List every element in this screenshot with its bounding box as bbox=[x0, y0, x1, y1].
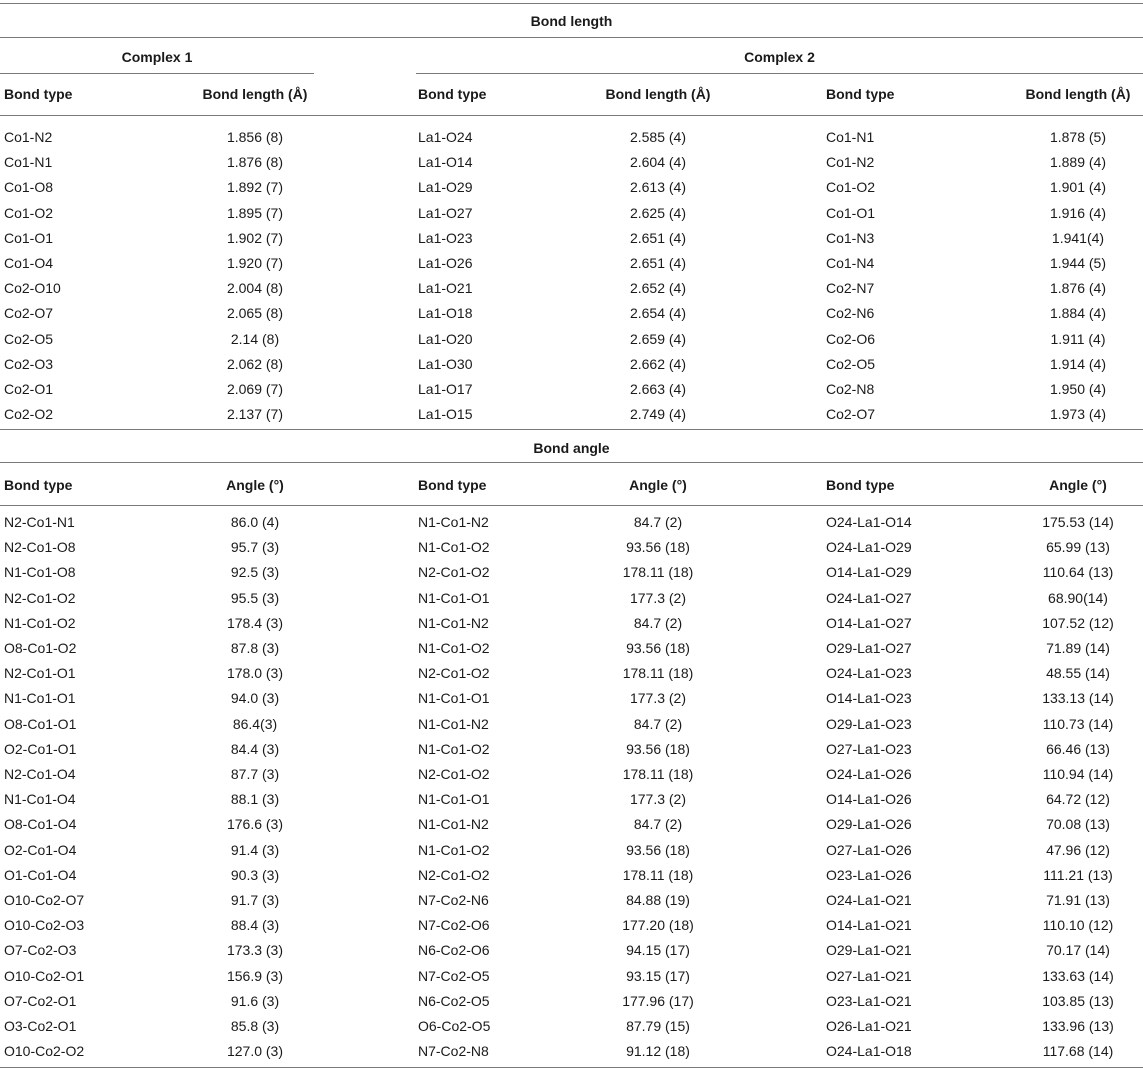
bond-angle-cell-bond-type: N7-Co2-N8 bbox=[418, 1043, 489, 1060]
bond-angle-cell-bond-type: N1-Co1-O4 bbox=[4, 791, 76, 808]
bond-length-cell-value: 2.14 (8) bbox=[230, 330, 280, 347]
bond-length-cell-value: 1.895 (7) bbox=[226, 204, 284, 221]
bond-length-cell-value: 2.069 (7) bbox=[226, 381, 284, 397]
bond-length-cell-value: 2.651 (4) bbox=[629, 255, 687, 271]
bond-angle-cell-value: 91.6 (3) bbox=[230, 992, 280, 1009]
bond-angle-cell-bond-type: O27-La1-O26 bbox=[826, 841, 912, 858]
bond-angle-cell-bond-type: O14-La1-O29 bbox=[826, 564, 912, 581]
bond-angle-cell-value: 87.7 (3) bbox=[230, 766, 280, 782]
bond-length-cell-bond-type: Co1-O8 bbox=[4, 179, 54, 196]
bond-angle-cell-value: 84.7 (2) bbox=[633, 715, 683, 732]
bond-length-header-rule bbox=[0, 115, 1143, 116]
bond-length-cell-value: 1.884 (4) bbox=[1049, 305, 1107, 322]
bond-angle-cell-value: 70.17 (14) bbox=[1046, 942, 1110, 959]
bond-length-cell-bond-type: Co1-N2 bbox=[4, 129, 53, 145]
bond-angle-cell-bond-type: O29-La1-O23 bbox=[826, 715, 912, 732]
bond-angle-cell-bond-type: N2-Co1-O2 bbox=[418, 665, 490, 682]
bond-length-cell-value: 1.876 (8) bbox=[226, 154, 284, 171]
bond-angle-cell-value: 91.12 (18) bbox=[626, 1043, 690, 1060]
bond-length-cell-bond-type: La1-O30 bbox=[418, 355, 473, 372]
bond-length-end-rule bbox=[0, 429, 1143, 430]
bond-length-cell-bond-type: La1-O14 bbox=[418, 154, 473, 171]
bond-angle-cell-bond-type: N6-Co2-O6 bbox=[418, 942, 490, 959]
bond-length-cell-value: 1.889 (4) bbox=[1049, 154, 1107, 171]
bond-angle-cell-bond-type: O7-Co2-O3 bbox=[4, 942, 77, 959]
bond-angle-header-value-0: Angle (°) bbox=[226, 477, 284, 493]
bond-length-cell-bond-type: Co2-O7 bbox=[826, 406, 876, 423]
bond-length-cell-bond-type: La1-O17 bbox=[418, 381, 473, 397]
bond-angle-cell-value: 117.68 (14) bbox=[1042, 1043, 1114, 1060]
bond-angle-cell-bond-type: O14-La1-O27 bbox=[826, 614, 912, 631]
bond-length-cell-bond-type: Co2-O2 bbox=[4, 406, 54, 423]
bond-angle-cell-bond-type: O26-La1-O21 bbox=[826, 1018, 912, 1034]
bond-angle-cell-bond-type: N2-Co1-N1 bbox=[4, 514, 75, 530]
bond-angle-cell-bond-type: N2-Co1-O2 bbox=[418, 766, 490, 782]
bond-angle-cell-bond-type: N1-Co1-O1 bbox=[418, 791, 490, 808]
bond-angle-cell-bond-type: N2-Co1-O2 bbox=[4, 589, 76, 606]
bond-length-cell-bond-type: Co1-O2 bbox=[4, 204, 54, 221]
bond-angle-cell-value: 110.10 (12) bbox=[1042, 917, 1114, 934]
bond-angle-header-rule bbox=[0, 505, 1143, 506]
bond-angle-cell-value: 95.5 (3) bbox=[230, 589, 280, 606]
bond-angle-cell-bond-type: O14-La1-O21 bbox=[826, 917, 912, 934]
bond-length-cell-value: 2.604 (4) bbox=[629, 154, 687, 171]
bond-angle-cell-value: 91.7 (3) bbox=[230, 892, 280, 908]
bond-angle-cell-bond-type: N7-Co2-O5 bbox=[418, 967, 490, 984]
bond-angle-cell-bond-type: O14-La1-O23 bbox=[826, 690, 912, 707]
bond-angle-cell-value: 85.8 (3) bbox=[230, 1018, 280, 1034]
bond-length-title-rule bbox=[0, 37, 1143, 38]
bond-angle-cell-bond-type: O10-Co2-O7 bbox=[4, 892, 85, 908]
bond-angle-cell-bond-type: O8-Co1-O2 bbox=[4, 640, 77, 656]
bond-angle-cell-value: 87.79 (15) bbox=[626, 1018, 690, 1034]
bond-length-cell-bond-type: Co1-O4 bbox=[4, 255, 54, 271]
bond-length-cell-bond-type: Co2-O7 bbox=[4, 305, 54, 322]
bond-length-cell-value: 2.651 (4) bbox=[629, 229, 687, 246]
bond-length-cell-bond-type: Co1-O1 bbox=[826, 204, 876, 221]
bond-angle-cell-value: 86.0 (4) bbox=[230, 514, 280, 530]
bond-angle-cell-bond-type: N2-Co1-O2 bbox=[418, 866, 490, 883]
bond-angle-cell-value: 110.94 (14) bbox=[1042, 766, 1114, 782]
bond-angle-cell-bond-type: N1-Co1-O1 bbox=[418, 589, 490, 606]
bond-length-cell-bond-type: Co2-N8 bbox=[826, 381, 875, 397]
top-rule bbox=[0, 3, 1143, 4]
bond-angle-cell-value: 91.4 (3) bbox=[230, 841, 280, 858]
bond-angle-cell-bond-type: O24-La1-O21 bbox=[826, 892, 912, 908]
bond-length-cell-value: 1.944 (5) bbox=[1049, 255, 1107, 271]
bond-length-cell-bond-type: Co1-N1 bbox=[826, 129, 875, 145]
bond-length-cell-bond-type: Co1-N3 bbox=[826, 229, 875, 246]
bond-angle-cell-value: 178.4 (3) bbox=[226, 614, 284, 631]
bond-angle-cell-value: 94.15 (17) bbox=[626, 942, 690, 959]
bond-angle-cell-bond-type: N2-Co1-O1 bbox=[4, 665, 76, 682]
bond-angle-cell-value: 177.3 (2) bbox=[629, 690, 687, 707]
bond-angle-cell-value: 178.11 (18) bbox=[622, 866, 694, 883]
bond-angle-cell-bond-type: O8-Co1-O1 bbox=[4, 715, 77, 732]
bond-angle-cell-value: 93.15 (17) bbox=[626, 967, 690, 984]
bond-angle-header-bond-type-0: Bond type bbox=[4, 477, 73, 493]
bond-length-header-value-2: Bond length (Å) bbox=[1025, 86, 1131, 102]
bond-angle-cell-value: 178.11 (18) bbox=[622, 665, 694, 682]
bond-angle-cell-value: 93.56 (18) bbox=[626, 740, 690, 757]
bond-length-cell-bond-type: Co1-O1 bbox=[4, 229, 54, 246]
bond-angle-cell-bond-type: O6-Co2-O5 bbox=[418, 1018, 491, 1034]
bond-length-cell-bond-type: Co1-N1 bbox=[4, 154, 53, 171]
bond-angle-cell-value: 86.4(3) bbox=[232, 715, 278, 732]
bond-length-cell-bond-type: Co2-O10 bbox=[4, 280, 61, 297]
bond-length-cell-bond-type: Co2-N7 bbox=[826, 280, 875, 297]
bond-length-cell-value: 2.663 (4) bbox=[629, 381, 687, 397]
bond-length-cell-value: 2.585 (4) bbox=[629, 129, 687, 145]
bond-angle-cell-value: 107.52 (12) bbox=[1042, 614, 1114, 631]
bond-length-title: Bond length bbox=[530, 13, 613, 29]
bond-length-cell-value: 2.137 (7) bbox=[226, 406, 284, 423]
complex1-label: Complex 1 bbox=[121, 49, 193, 65]
bond-length-cell-value: 2.654 (4) bbox=[629, 305, 687, 322]
bond-angle-cell-bond-type: N1-Co1-O1 bbox=[418, 690, 490, 707]
bond-angle-cell-value: 84.7 (2) bbox=[633, 514, 683, 530]
bond-angle-cell-value: 84.88 (19) bbox=[626, 892, 690, 908]
bond-length-cell-value: 2.749 (4) bbox=[629, 406, 687, 423]
bond-angle-cell-value: 111.21 (13) bbox=[1043, 866, 1113, 883]
bond-length-cell-bond-type: La1-O21 bbox=[418, 280, 473, 297]
bond-angle-cell-bond-type: N1-Co1-N2 bbox=[418, 715, 489, 732]
bond-angle-cell-value: 95.7 (3) bbox=[230, 539, 280, 556]
bond-length-cell-value: 1.876 (4) bbox=[1049, 280, 1107, 297]
bond-angle-cell-bond-type: O3-Co2-O1 bbox=[4, 1018, 77, 1034]
bond-angle-cell-bond-type: O8-Co1-O4 bbox=[4, 816, 77, 833]
bond-angle-cell-bond-type: N7-Co2-N6 bbox=[418, 892, 489, 908]
bond-angle-cell-bond-type: O29-La1-O26 bbox=[826, 816, 912, 833]
bond-angle-cell-bond-type: O24-La1-O14 bbox=[826, 514, 912, 530]
bond-angle-cell-value: 93.56 (18) bbox=[626, 539, 690, 556]
bond-length-cell-bond-type: La1-O18 bbox=[418, 305, 473, 322]
bond-angle-cell-value: 110.73 (14) bbox=[1042, 715, 1114, 732]
bond-angle-cell-bond-type: N1-Co1-N2 bbox=[418, 614, 489, 631]
bond-angle-cell-value: 93.56 (18) bbox=[626, 841, 690, 858]
bond-angle-cell-value: 175.53 (14) bbox=[1042, 514, 1114, 530]
bond-angle-cell-value: 64.72 (12) bbox=[1046, 791, 1110, 808]
bond-angle-cell-bond-type: N2-Co1-O4 bbox=[4, 766, 76, 782]
bond-length-cell-bond-type: La1-O27 bbox=[418, 204, 473, 221]
bond-angle-cell-value: 71.91 (13) bbox=[1046, 892, 1110, 908]
bond-angle-cell-value: 110.64 (13) bbox=[1042, 564, 1114, 581]
bond-length-cell-value: 1.856 (8) bbox=[226, 129, 284, 145]
bond-angle-cell-value: 48.55 (14) bbox=[1046, 665, 1110, 682]
bond-angle-title: Bond angle bbox=[533, 440, 610, 456]
bond-angle-cell-value: 103.85 (13) bbox=[1042, 992, 1114, 1009]
bond-angle-cell-bond-type: O23-La1-O26 bbox=[826, 866, 912, 883]
bond-angle-cell-bond-type: O29-La1-O27 bbox=[826, 640, 912, 656]
bond-angle-cell-value: 84.4 (3) bbox=[230, 740, 280, 757]
bond-angle-cell-bond-type: O29-La1-O21 bbox=[826, 942, 912, 959]
bond-angle-cell-value: 88.1 (3) bbox=[230, 791, 280, 808]
bond-angle-cell-bond-type: O24-La1-O27 bbox=[826, 589, 912, 606]
bond-angle-title-rule bbox=[0, 462, 1143, 463]
bond-angle-cell-bond-type: O2-Co1-O1 bbox=[4, 740, 77, 757]
bond-length-cell-value: 2.062 (8) bbox=[226, 355, 284, 372]
bond-length-cell-value: 1.878 (5) bbox=[1049, 129, 1107, 145]
bond-angle-cell-value: 173.3 (3) bbox=[226, 942, 284, 959]
bond-angle-cell-bond-type: N2-Co1-O2 bbox=[418, 564, 490, 581]
bond-length-header-bond-type-1: Bond type bbox=[418, 86, 487, 102]
bond-angle-cell-bond-type: N1-Co1-O1 bbox=[4, 690, 76, 707]
bond-length-cell-value: 2.004 (8) bbox=[226, 280, 284, 297]
bond-length-cell-bond-type: Co2-O3 bbox=[4, 355, 54, 372]
bond-length-header-value-0: Bond length (Å) bbox=[202, 86, 308, 102]
bond-angle-cell-value: 177.96 (17) bbox=[622, 992, 694, 1009]
bond-length-cell-value: 2.625 (4) bbox=[629, 204, 687, 221]
bond-length-cell-value: 2.652 (4) bbox=[629, 280, 687, 297]
bond-length-cell-bond-type: Co1-O2 bbox=[826, 179, 876, 196]
bond-angle-cell-value: 66.46 (13) bbox=[1046, 740, 1110, 757]
bond-angle-cell-value: 178.11 (18) bbox=[622, 564, 694, 581]
bond-angle-cell-value: 94.0 (3) bbox=[230, 690, 280, 707]
bond-length-cell-bond-type: La1-O26 bbox=[418, 255, 473, 271]
bond-angle-cell-value: 178.0 (3) bbox=[226, 665, 284, 682]
bond-length-cell-value: 1.914 (4) bbox=[1049, 355, 1107, 372]
bond-angle-cell-value: 176.6 (3) bbox=[226, 816, 284, 833]
bond-length-cell-value: 1.911 (4) bbox=[1050, 330, 1106, 347]
bond-angle-cell-value: 65.99 (13) bbox=[1046, 539, 1110, 556]
bond-angle-cell-value: 156.9 (3) bbox=[226, 967, 284, 984]
complex1-rule bbox=[0, 73, 314, 74]
bond-angle-cell-value: 177.20 (18) bbox=[622, 917, 694, 934]
bond-length-cell-value: 2.662 (4) bbox=[629, 355, 687, 372]
bond-angle-cell-bond-type: N1-Co1-O2 bbox=[418, 539, 490, 556]
bond-angle-cell-bond-type: O24-La1-O26 bbox=[826, 766, 912, 782]
bond-angle-cell-bond-type: N1-Co1-O2 bbox=[418, 740, 490, 757]
bond-angle-cell-bond-type: O10-Co2-O1 bbox=[4, 967, 85, 984]
bond-angle-cell-value: 70.08 (13) bbox=[1046, 816, 1110, 833]
bond-length-cell-value: 1.920 (7) bbox=[226, 255, 284, 271]
bond-angle-cell-bond-type: O24-La1-O29 bbox=[826, 539, 912, 556]
bond-length-cell-bond-type: Co2-O5 bbox=[826, 355, 876, 372]
complex2-rule bbox=[416, 73, 1143, 74]
bond-length-cell-bond-type: Co2-N6 bbox=[826, 305, 875, 322]
bond-length-cell-value: 2.659 (4) bbox=[629, 330, 687, 347]
bond-length-cell-value: 1.973 (4) bbox=[1049, 406, 1107, 423]
bond-angle-cell-value: 178.11 (18) bbox=[622, 766, 694, 782]
bond-angle-cell-value: 47.96 (12) bbox=[1046, 841, 1110, 858]
bond-length-cell-bond-type: La1-O20 bbox=[418, 330, 473, 347]
bond-length-cell-bond-type: La1-O24 bbox=[418, 129, 473, 145]
bond-angle-cell-bond-type: O7-Co2-O1 bbox=[4, 992, 77, 1009]
bond-angle-cell-value: 90.3 (3) bbox=[230, 866, 280, 883]
bond-angle-cell-value: 177.3 (2) bbox=[629, 791, 687, 808]
bond-length-cell-value: 1.950 (4) bbox=[1049, 381, 1107, 397]
bond-length-cell-bond-type: Co2-O6 bbox=[826, 330, 876, 347]
bond-length-cell-value: 1.902 (7) bbox=[226, 229, 284, 246]
bond-angle-cell-value: 68.90(14) bbox=[1048, 589, 1108, 606]
bond-length-cell-bond-type: Co1-N4 bbox=[826, 255, 875, 271]
bond-angle-cell-bond-type: O24-La1-O18 bbox=[826, 1043, 912, 1060]
bond-angle-cell-bond-type: O10-Co2-O3 bbox=[4, 917, 85, 934]
bond-angle-cell-value: 133.13 (14) bbox=[1042, 690, 1114, 707]
bond-angle-cell-bond-type: N2-Co1-O8 bbox=[4, 539, 76, 556]
bond-angle-header-value-1: Angle (°) bbox=[629, 477, 687, 493]
bond-length-cell-value: 2.065 (8) bbox=[226, 305, 284, 322]
bond-angle-cell-value: 127.0 (3) bbox=[226, 1043, 284, 1060]
bond-angle-cell-value: 88.4 (3) bbox=[230, 917, 280, 934]
bond-length-cell-bond-type: Co1-N2 bbox=[826, 154, 875, 171]
bond-length-header-value-1: Bond length (Å) bbox=[605, 86, 711, 102]
bond-length-cell-value: 1.892 (7) bbox=[226, 179, 284, 196]
bond-angle-cell-bond-type: N7-Co2-O6 bbox=[418, 917, 490, 934]
bottom-rule bbox=[0, 1067, 1143, 1068]
bond-angle-cell-bond-type: N1-Co1-O2 bbox=[418, 640, 490, 656]
bond-angle-cell-bond-type: O10-Co2-O2 bbox=[4, 1043, 85, 1060]
bond-angle-cell-bond-type: O23-La1-O21 bbox=[826, 992, 912, 1009]
bond-angle-cell-value: 84.7 (2) bbox=[633, 816, 683, 833]
bond-angle-cell-bond-type: O27-La1-O23 bbox=[826, 740, 912, 757]
bond-angle-cell-value: 133.96 (13) bbox=[1042, 1018, 1114, 1034]
bond-length-cell-value: 1.901 (4) bbox=[1049, 179, 1107, 196]
bond-angle-cell-value: 177.3 (2) bbox=[629, 589, 687, 606]
bond-angle-cell-bond-type: O2-Co1-O4 bbox=[4, 841, 77, 858]
bond-angle-cell-value: 92.5 (3) bbox=[230, 564, 280, 581]
bond-length-cell-value: 2.613 (4) bbox=[629, 179, 687, 196]
bond-angle-header-value-2: Angle (°) bbox=[1049, 477, 1107, 493]
bond-angle-cell-value: 87.8 (3) bbox=[230, 640, 280, 656]
bond-angle-cell-bond-type: O14-La1-O26 bbox=[826, 791, 912, 808]
bond-angle-cell-bond-type: N1-Co1-N2 bbox=[418, 816, 489, 833]
bond-angle-cell-value: 133.63 (14) bbox=[1042, 967, 1114, 984]
bond-length-cell-bond-type: Co2-O5 bbox=[4, 330, 54, 347]
bond-angle-cell-bond-type: N6-Co2-O5 bbox=[418, 992, 490, 1009]
bond-length-cell-value: 1.941(4) bbox=[1051, 229, 1105, 246]
bond-length-cell-bond-type: La1-O29 bbox=[418, 179, 473, 196]
bond-angle-cell-bond-type: O1-Co1-O4 bbox=[4, 866, 77, 883]
bond-length-header-bond-type-0: Bond type bbox=[4, 86, 73, 102]
bond-length-cell-bond-type: La1-O15 bbox=[418, 406, 473, 423]
bond-angle-cell-bond-type: N1-Co1-N2 bbox=[418, 514, 489, 530]
bond-angle-cell-bond-type: O27-La1-O21 bbox=[826, 967, 912, 984]
bond-angle-cell-value: 93.56 (18) bbox=[626, 640, 690, 656]
complex2-label: Complex 2 bbox=[744, 49, 815, 65]
bond-angle-cell-value: 71.89 (14) bbox=[1046, 640, 1110, 656]
bond-angle-cell-bond-type: N1-Co1-O8 bbox=[4, 564, 76, 581]
bond-length-cell-bond-type: Co2-O1 bbox=[4, 381, 54, 397]
bond-angle-header-bond-type-1: Bond type bbox=[418, 477, 487, 493]
bond-angle-header-bond-type-2: Bond type bbox=[826, 477, 895, 493]
bond-angle-cell-bond-type: N1-Co1-O2 bbox=[418, 841, 490, 858]
bond-length-cell-bond-type: La1-O23 bbox=[418, 229, 473, 246]
bond-angle-cell-bond-type: N1-Co1-O2 bbox=[4, 614, 76, 631]
bond-length-cell-value: 1.916 (4) bbox=[1049, 204, 1107, 221]
bond-length-header-bond-type-2: Bond type bbox=[826, 86, 895, 102]
bond-angle-cell-bond-type: O24-La1-O23 bbox=[826, 665, 912, 682]
bond-angle-cell-value: 84.7 (2) bbox=[633, 614, 683, 631]
